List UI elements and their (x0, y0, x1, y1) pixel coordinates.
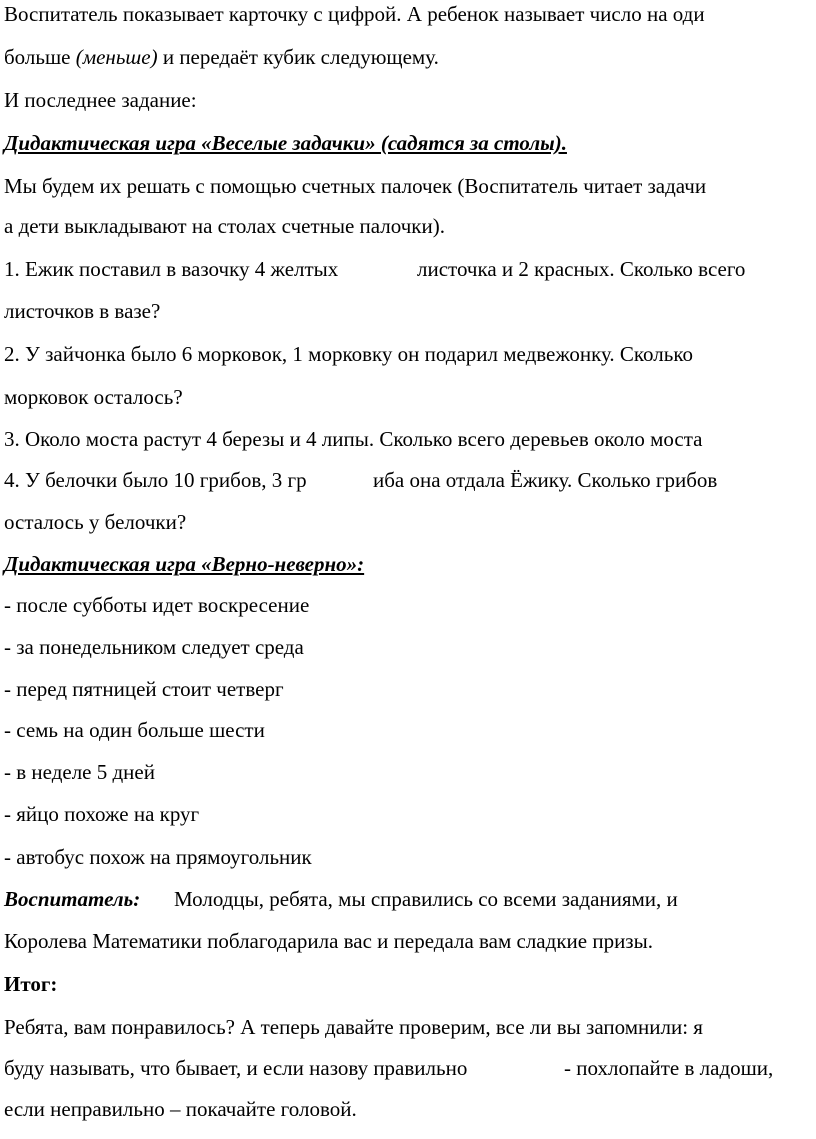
summary-line-1: Ребята, вам понравилось? А теперь давайте проверим, все ли вы запомнили: я (4, 1015, 703, 1039)
summary-line-2-a: буду называть, что бывает, и если назову правильно (4, 1056, 468, 1080)
summary-line-3: если неправильно – покачайте головой. (4, 1097, 357, 1121)
closing-speaker: Воспитатель: (4, 887, 141, 911)
task-1-part-b: листочка и 2 красных. Сколько всего (417, 257, 746, 281)
game2-heading: Дидактическая игра «Верно-неверно»: (4, 552, 365, 576)
game1-heading: Дидактическая игра «Веселые задачки» (садятся за столы). (4, 131, 567, 155)
closing-speech-1: Молодцы, ребята, мы справились со всеми заданиями, и (174, 887, 678, 911)
game1-intro-1: Мы будем их решать с помощью счетных палочек (Воспитатель читает задачи (4, 174, 707, 198)
game2-item: - семь на один больше шести (4, 718, 265, 742)
game2-item: - автобус похож на прямоугольник (4, 845, 312, 869)
intro-line-2-end: и передаёт кубик следующему. (157, 45, 439, 69)
game2-item: - после субботы идет воскресение (4, 593, 310, 617)
closing-speech-2: Королева Математики поблагодарила вас и передала вам сладкие призы. (4, 929, 653, 953)
task-1-part-a: 1. Ежик поставил в вазочку 4 желтых (4, 257, 339, 281)
intro-line-3: И последнее задание: (4, 88, 197, 112)
game1-intro-2: а дети выкладывают на столах счетные палочки). (4, 214, 445, 238)
summary-heading: Итог: (4, 972, 58, 996)
task-2-part-a: 2. У зайчонка было 6 морковок, 1 морковку он подарил медвежонку. Сколько (4, 342, 693, 366)
intro-line-1: Воспитатель показывает карточку с цифрой. А ребенок называет число на оди (4, 2, 705, 26)
task-2-part-b: морковок осталось? (4, 385, 183, 409)
summary-line-2-b: - похлопайте в ладоши, (564, 1056, 774, 1080)
game2-item: - яйцо похоже на круг (4, 802, 200, 826)
intro-line-2 (4, 44, 439, 70)
intro-line-2-italic: (меньше) (75, 45, 158, 69)
game2-item: - перед пятницей стоит четверг (4, 677, 284, 701)
task-4-part-a: 4. У белочки было 10 грибов, 3 гр (4, 468, 307, 492)
task-3: 3. Около моста растут 4 березы и 4 липы. Сколько всего деревьев около моста (4, 427, 703, 451)
game2-item: - в неделе 5 дней (4, 760, 155, 784)
task-4-part-c: осталось у белочки? (4, 510, 187, 534)
task-4-part-b: иба она отдала Ёжику. Сколько грибов (373, 468, 718, 492)
intro-line-2-start: больше (4, 45, 76, 69)
task-1-part-c: листочков в вазе? (4, 299, 161, 323)
game2-item: - за понедельником следует среда (4, 635, 304, 659)
